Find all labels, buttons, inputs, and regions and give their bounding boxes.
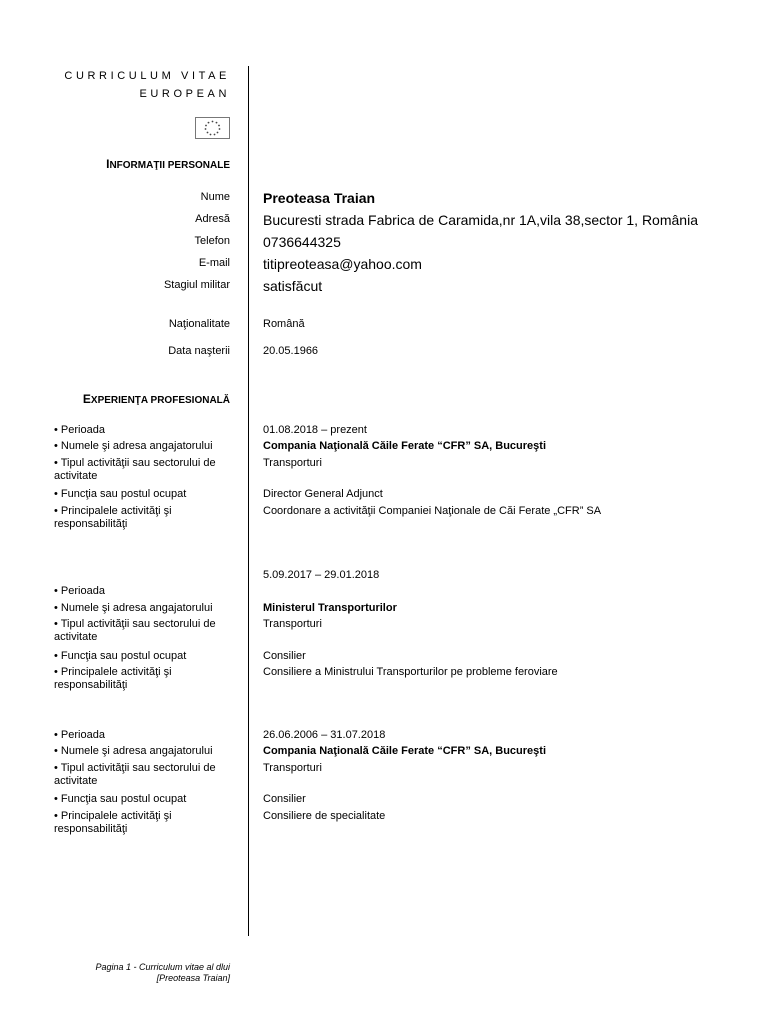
value-military: satisfăcut xyxy=(263,278,323,294)
entry1-label-duties: • Principalele activităţi şi responsabilităţi xyxy=(54,505,172,530)
entry3-duties: Consiliere de specialitate xyxy=(263,810,386,822)
entry1-sector: Transporturi xyxy=(263,457,322,469)
entry1-duties: Coordonare a activităţii Companiei Naţionale de Căi Ferate „CFR” SA xyxy=(263,505,602,517)
entry3-label-employer: • Numele şi adresa angajatorului xyxy=(54,745,213,757)
entry1-position: Director General Adjunct xyxy=(263,488,383,500)
entry3-position: Consilier xyxy=(263,793,306,805)
label-email: E-mail xyxy=(198,257,230,269)
value-email: titipreoteasa@yahoo.com xyxy=(263,256,422,272)
entry3-sector: Transporturi xyxy=(263,762,322,774)
entry2-duties: Consiliere a Ministrului Transporturilor pe probleme feroviare xyxy=(263,666,558,678)
entry1-label-sector: • Tipul activităţii sau sectorului de activitate xyxy=(54,457,216,482)
value-nationality: Română xyxy=(263,318,305,330)
entry2-label-period: • Perioada xyxy=(54,585,105,597)
entry3-period: 26.06.2006 – 31.07.2018 xyxy=(263,729,386,741)
eu-flag-icon xyxy=(195,117,230,139)
entry1-label-period: • Perioada xyxy=(54,424,105,436)
value-phone: 0736644325 xyxy=(263,234,341,250)
personal-info-heading: INFORMAŢII PERSONALE xyxy=(106,157,230,171)
entry2-label-employer: • Numele şi adresa angajatorului xyxy=(54,602,213,614)
label-address: Adresă xyxy=(195,213,230,225)
entry2-period: 5.09.2017 – 29.01.2018 xyxy=(263,569,380,581)
entry3-label-position: • Funcţia sau postul ocupat xyxy=(54,793,187,805)
label-birthdate: Data naşterii xyxy=(168,345,230,357)
entry1-period: 01.08.2018 – prezent xyxy=(263,424,367,436)
entry1-label-employer: • Numele şi adresa angajatorului xyxy=(54,440,213,452)
label-name: Nume xyxy=(200,191,230,203)
experience-heading: EXPERIENŢA PROFESIONALĂ xyxy=(82,392,230,406)
column-divider xyxy=(248,66,249,936)
entry2-sector: Transporturi xyxy=(263,618,322,630)
entry3-label-sector: • Tipul activităţii sau sectorului de activitate xyxy=(54,762,216,787)
entry2-label-sector: • Tipul activităţii sau sectorului de activitate xyxy=(54,618,216,643)
page-footer: Pagina 1 - Curriculum vitae al dlui [Preoteasa Traian] xyxy=(95,962,230,983)
label-nationality: Naţionalitate xyxy=(168,318,230,330)
entry2-position: Consilier xyxy=(263,650,306,662)
value-name: Preoteasa Traian xyxy=(263,190,376,206)
entry2-employer: Ministerul Transporturilor xyxy=(263,602,397,614)
entry2-label-position: • Funcţia sau postul ocupat xyxy=(54,650,187,662)
value-birthdate: 20.05.1966 xyxy=(263,345,319,357)
entry2-label-duties: • Principalele activităţi şi responsabilităţi xyxy=(54,666,172,691)
cv-title-line2: EUROPEAN xyxy=(139,88,230,100)
entry1-employer: Compania Naţională Căile Ferate “CFR” SA, Bucureşti xyxy=(263,440,547,452)
entry3-label-duties: • Principalele activităţi şi responsabilităţi xyxy=(54,810,172,835)
entry1-label-position: • Funcţia sau postul ocupat xyxy=(54,488,187,500)
entry3-employer: Compania Naţională Căile Ferate “CFR” SA, Bucureşti xyxy=(263,745,547,757)
label-military: Stagiul militar xyxy=(163,279,230,291)
entry3-label-period: • Perioada xyxy=(54,729,105,741)
value-address: Bucuresti strada Fabrica de Caramida,nr 1A,vila 38,sector 1, România xyxy=(263,212,698,228)
label-phone: Telefon xyxy=(194,235,230,247)
cv-title-line1: CURRICULUM VITAE xyxy=(64,70,230,82)
